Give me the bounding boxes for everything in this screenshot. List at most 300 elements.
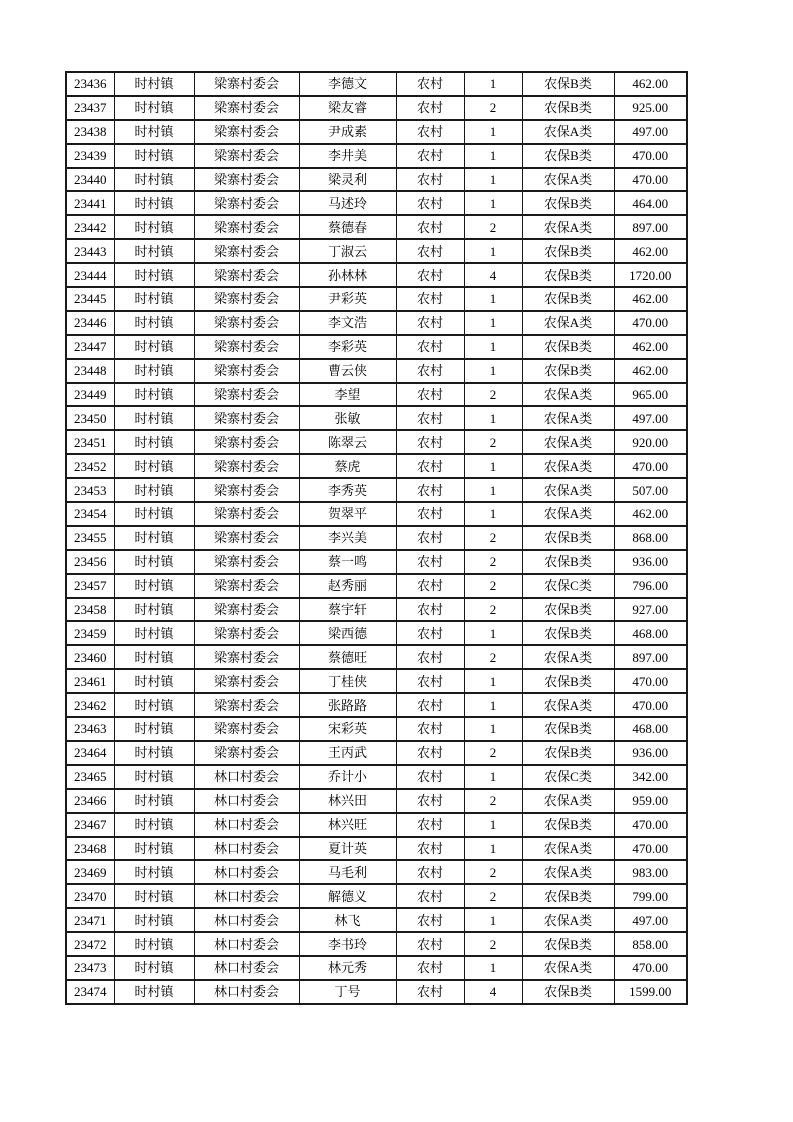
table-row [66, 168, 687, 192]
village-committee: 梁寨村委会 [194, 168, 299, 192]
person-count: 1 [464, 908, 522, 932]
residence-type: 农村 [396, 311, 464, 335]
table-row [66, 765, 687, 789]
person-count: 2 [464, 884, 522, 908]
table-row [66, 478, 687, 502]
insurance-category: 农保A类 [522, 454, 614, 478]
village-committee: 林口村委会 [194, 932, 299, 956]
person-name: 林兴田 [299, 789, 396, 813]
insurance-category: 农保B类 [522, 550, 614, 574]
person-count: 1 [464, 669, 522, 693]
residence-type: 农村 [396, 526, 464, 550]
residence-type: 农村 [396, 120, 464, 144]
amount: 897.00 [614, 215, 687, 239]
person-name: 陈翠云 [299, 430, 396, 454]
village-committee: 梁寨村委会 [194, 287, 299, 311]
person-name: 蔡宇轩 [299, 598, 396, 622]
town: 时村镇 [114, 860, 194, 884]
village-committee: 林口村委会 [194, 789, 299, 813]
residence-type: 农村 [396, 430, 464, 454]
table-row [66, 669, 687, 693]
amount: 927.00 [614, 598, 687, 622]
village-committee: 梁寨村委会 [194, 239, 299, 263]
village-committee: 林口村委会 [194, 813, 299, 837]
table-row [66, 263, 687, 287]
amount: 936.00 [614, 550, 687, 574]
insurance-category: 农保A类 [522, 120, 614, 144]
table-row [66, 574, 687, 598]
residence-type: 农村 [396, 956, 464, 980]
person-name: 解德义 [299, 884, 396, 908]
insurance-category: 农保A类 [522, 311, 614, 335]
residence-type: 农村 [396, 932, 464, 956]
table-row [66, 741, 687, 765]
person-id: 23453 [66, 478, 114, 502]
amount: 470.00 [614, 813, 687, 837]
town: 时村镇 [114, 383, 194, 407]
person-id: 23464 [66, 741, 114, 765]
amount: 470.00 [614, 168, 687, 192]
residence-type: 农村 [396, 96, 464, 120]
insurance-category: 农保A类 [522, 168, 614, 192]
person-count: 1 [464, 191, 522, 215]
insurance-category: 农保B类 [522, 813, 614, 837]
person-id: 23471 [66, 908, 114, 932]
person-name: 梁灵利 [299, 168, 396, 192]
amount: 342.00 [614, 765, 687, 789]
village-committee: 林口村委会 [194, 884, 299, 908]
person-count: 1 [464, 287, 522, 311]
person-id: 23474 [66, 980, 114, 1004]
village-committee: 梁寨村委会 [194, 717, 299, 741]
insurance-category: 农保A类 [522, 383, 614, 407]
residence-type: 农村 [396, 502, 464, 526]
person-count: 1 [464, 120, 522, 144]
person-count: 1 [464, 478, 522, 502]
person-count: 1 [464, 359, 522, 383]
amount: 925.00 [614, 96, 687, 120]
residence-type: 农村 [396, 383, 464, 407]
person-name: 蔡德春 [299, 215, 396, 239]
person-id: 23437 [66, 96, 114, 120]
village-committee: 梁寨村委会 [194, 144, 299, 168]
amount: 796.00 [614, 574, 687, 598]
person-id: 23442 [66, 215, 114, 239]
table-row [66, 717, 687, 741]
person-count: 1 [464, 144, 522, 168]
person-id: 23466 [66, 789, 114, 813]
village-committee: 梁寨村委会 [194, 215, 299, 239]
residence-type: 农村 [396, 359, 464, 383]
person-name: 李兴美 [299, 526, 396, 550]
residence-type: 农村 [396, 908, 464, 932]
person-id: 23438 [66, 120, 114, 144]
table-row [66, 335, 687, 359]
table-row [66, 693, 687, 717]
village-committee: 林口村委会 [194, 956, 299, 980]
insurance-category: 农保A类 [522, 215, 614, 239]
person-count: 2 [464, 550, 522, 574]
village-committee: 梁寨村委会 [194, 478, 299, 502]
person-count: 1 [464, 621, 522, 645]
table-row [66, 191, 687, 215]
village-committee: 梁寨村委会 [194, 621, 299, 645]
insurance-category: 农保B类 [522, 932, 614, 956]
insurance-category: 农保B类 [522, 980, 614, 1004]
person-id: 23473 [66, 956, 114, 980]
person-name: 丁桂侠 [299, 669, 396, 693]
village-committee: 梁寨村委会 [194, 120, 299, 144]
amount: 470.00 [614, 311, 687, 335]
residence-type: 农村 [396, 860, 464, 884]
amount: 468.00 [614, 717, 687, 741]
town: 时村镇 [114, 884, 194, 908]
village-committee: 梁寨村委会 [194, 574, 299, 598]
village-committee: 梁寨村委会 [194, 72, 299, 96]
person-count: 2 [464, 430, 522, 454]
table-row [66, 789, 687, 813]
table-row [66, 621, 687, 645]
town: 时村镇 [114, 502, 194, 526]
town: 时村镇 [114, 980, 194, 1004]
person-name: 王丙武 [299, 741, 396, 765]
amount: 858.00 [614, 932, 687, 956]
person-name: 贺翠平 [299, 502, 396, 526]
residence-type: 农村 [396, 693, 464, 717]
village-committee: 梁寨村委会 [194, 359, 299, 383]
table-row [66, 502, 687, 526]
person-name: 马毛利 [299, 860, 396, 884]
amount: 497.00 [614, 406, 687, 430]
residence-type: 农村 [396, 144, 464, 168]
town: 时村镇 [114, 191, 194, 215]
residence-type: 农村 [396, 813, 464, 837]
person-id: 23456 [66, 550, 114, 574]
table-row [66, 454, 687, 478]
amount: 468.00 [614, 621, 687, 645]
town: 时村镇 [114, 478, 194, 502]
person-id: 23462 [66, 693, 114, 717]
town: 时村镇 [114, 741, 194, 765]
amount: 462.00 [614, 359, 687, 383]
amount: 464.00 [614, 191, 687, 215]
person-id: 23454 [66, 502, 114, 526]
village-committee: 梁寨村委会 [194, 693, 299, 717]
person-count: 2 [464, 215, 522, 239]
residence-type: 农村 [396, 454, 464, 478]
person-id: 23452 [66, 454, 114, 478]
person-count: 1 [464, 335, 522, 359]
town: 时村镇 [114, 359, 194, 383]
table-row [66, 980, 687, 1004]
person-name: 曹云侠 [299, 359, 396, 383]
person-id: 23439 [66, 144, 114, 168]
amount: 920.00 [614, 430, 687, 454]
insurance-category: 农保B类 [522, 263, 614, 287]
person-name: 尹彩英 [299, 287, 396, 311]
amount: 983.00 [614, 860, 687, 884]
insurance-category: 农保A类 [522, 860, 614, 884]
amount: 462.00 [614, 287, 687, 311]
person-count: 1 [464, 717, 522, 741]
village-committee: 林口村委会 [194, 860, 299, 884]
table-row [66, 932, 687, 956]
person-id: 23450 [66, 406, 114, 430]
town: 时村镇 [114, 239, 194, 263]
person-count: 2 [464, 598, 522, 622]
table-row [66, 550, 687, 574]
insurance-category: 农保A类 [522, 502, 614, 526]
village-committee: 梁寨村委会 [194, 311, 299, 335]
residence-type: 农村 [396, 669, 464, 693]
table-row [66, 956, 687, 980]
person-name: 宋彩英 [299, 717, 396, 741]
residence-type: 农村 [396, 478, 464, 502]
table-row [66, 645, 687, 669]
insurance-category: 农保B类 [522, 741, 614, 765]
amount: 470.00 [614, 669, 687, 693]
person-name: 李望 [299, 383, 396, 407]
person-name: 梁友睿 [299, 96, 396, 120]
person-id: 23457 [66, 574, 114, 598]
village-committee: 梁寨村委会 [194, 335, 299, 359]
person-count: 1 [464, 239, 522, 263]
insurance-category: 农保B类 [522, 239, 614, 263]
town: 时村镇 [114, 645, 194, 669]
table-row [66, 406, 687, 430]
person-name: 李德文 [299, 72, 396, 96]
person-id: 23465 [66, 765, 114, 789]
residence-type: 农村 [396, 239, 464, 263]
table-row [66, 120, 687, 144]
amount: 462.00 [614, 502, 687, 526]
table-row [66, 430, 687, 454]
person-count: 1 [464, 837, 522, 861]
amount: 799.00 [614, 884, 687, 908]
amount: 497.00 [614, 908, 687, 932]
insurance-category: 农保A类 [522, 430, 614, 454]
insurance-category: 农保B类 [522, 72, 614, 96]
town: 时村镇 [114, 335, 194, 359]
person-id: 23463 [66, 717, 114, 741]
insurance-category: 农保B类 [522, 669, 614, 693]
town: 时村镇 [114, 454, 194, 478]
insurance-category: 农保B类 [522, 96, 614, 120]
amount: 470.00 [614, 144, 687, 168]
person-count: 2 [464, 383, 522, 407]
person-id: 23440 [66, 168, 114, 192]
person-count: 2 [464, 96, 522, 120]
person-name: 林飞 [299, 908, 396, 932]
village-committee: 梁寨村委会 [194, 741, 299, 765]
amount: 959.00 [614, 789, 687, 813]
person-count: 1 [464, 813, 522, 837]
person-name: 张路路 [299, 693, 396, 717]
village-committee: 林口村委会 [194, 765, 299, 789]
person-count: 1 [464, 454, 522, 478]
table-row [66, 287, 687, 311]
person-count: 2 [464, 789, 522, 813]
person-name: 丁淑云 [299, 239, 396, 263]
person-id: 23449 [66, 383, 114, 407]
person-name: 丁号 [299, 980, 396, 1004]
table-row [66, 311, 687, 335]
town: 时村镇 [114, 526, 194, 550]
insurance-category: 农保B类 [522, 287, 614, 311]
person-id: 23467 [66, 813, 114, 837]
amount: 1599.00 [614, 980, 687, 1004]
residence-type: 农村 [396, 406, 464, 430]
town: 时村镇 [114, 311, 194, 335]
person-id: 23436 [66, 72, 114, 96]
insurance-category: 农保C类 [522, 574, 614, 598]
amount: 965.00 [614, 383, 687, 407]
person-id: 23461 [66, 669, 114, 693]
insurance-category: 农保A类 [522, 478, 614, 502]
town: 时村镇 [114, 813, 194, 837]
amount: 470.00 [614, 454, 687, 478]
person-id: 23444 [66, 263, 114, 287]
village-committee: 林口村委会 [194, 908, 299, 932]
village-committee: 林口村委会 [194, 980, 299, 1004]
town: 时村镇 [114, 144, 194, 168]
town: 时村镇 [114, 574, 194, 598]
residence-type: 农村 [396, 789, 464, 813]
table-body [66, 72, 687, 1004]
amount: 868.00 [614, 526, 687, 550]
person-count: 2 [464, 932, 522, 956]
residence-type: 农村 [396, 191, 464, 215]
village-committee: 梁寨村委会 [194, 526, 299, 550]
person-id: 23458 [66, 598, 114, 622]
records-table [65, 71, 688, 1005]
village-committee: 梁寨村委会 [194, 96, 299, 120]
person-name: 张敏 [299, 406, 396, 430]
table-row [66, 526, 687, 550]
town: 时村镇 [114, 621, 194, 645]
amount: 470.00 [614, 693, 687, 717]
person-id: 23455 [66, 526, 114, 550]
person-id: 23441 [66, 191, 114, 215]
insurance-category: 农保B类 [522, 884, 614, 908]
residence-type: 农村 [396, 645, 464, 669]
town: 时村镇 [114, 669, 194, 693]
table-row [66, 908, 687, 932]
amount: 507.00 [614, 478, 687, 502]
table-row [66, 239, 687, 263]
person-name: 蔡虎 [299, 454, 396, 478]
person-count: 2 [464, 741, 522, 765]
person-name: 李秀英 [299, 478, 396, 502]
person-count: 1 [464, 168, 522, 192]
insurance-category: 农保A类 [522, 908, 614, 932]
table-row [66, 884, 687, 908]
village-committee: 梁寨村委会 [194, 454, 299, 478]
insurance-category: 农保A类 [522, 693, 614, 717]
table-row [66, 72, 687, 96]
town: 时村镇 [114, 956, 194, 980]
insurance-category: 农保A类 [522, 645, 614, 669]
insurance-category: 农保B类 [522, 598, 614, 622]
town: 时村镇 [114, 765, 194, 789]
residence-type: 农村 [396, 72, 464, 96]
village-committee: 梁寨村委会 [194, 550, 299, 574]
residence-type: 农村 [396, 621, 464, 645]
person-name: 梁西德 [299, 621, 396, 645]
residence-type: 农村 [396, 168, 464, 192]
person-id: 23472 [66, 932, 114, 956]
town: 时村镇 [114, 717, 194, 741]
town: 时村镇 [114, 430, 194, 454]
person-id: 23451 [66, 430, 114, 454]
village-committee: 林口村委会 [194, 837, 299, 861]
person-name: 马述玲 [299, 191, 396, 215]
insurance-category: 农保A类 [522, 837, 614, 861]
person-name: 孙林林 [299, 263, 396, 287]
person-name: 赵秀丽 [299, 574, 396, 598]
person-id: 23470 [66, 884, 114, 908]
amount: 936.00 [614, 741, 687, 765]
person-count: 1 [464, 502, 522, 526]
town: 时村镇 [114, 168, 194, 192]
person-name: 尹成素 [299, 120, 396, 144]
town: 时村镇 [114, 837, 194, 861]
person-name: 李井美 [299, 144, 396, 168]
person-name: 蔡一鸣 [299, 550, 396, 574]
amount: 462.00 [614, 72, 687, 96]
person-name: 李书玲 [299, 932, 396, 956]
amount: 470.00 [614, 837, 687, 861]
person-count: 1 [464, 406, 522, 430]
insurance-category: 农保A类 [522, 789, 614, 813]
person-name: 李文浩 [299, 311, 396, 335]
person-count: 2 [464, 645, 522, 669]
insurance-category: 农保B类 [522, 359, 614, 383]
table-row [66, 144, 687, 168]
village-committee: 梁寨村委会 [194, 598, 299, 622]
person-count: 2 [464, 860, 522, 884]
insurance-category: 农保B类 [522, 191, 614, 215]
amount: 462.00 [614, 335, 687, 359]
person-id: 23445 [66, 287, 114, 311]
village-committee: 梁寨村委会 [194, 191, 299, 215]
table-row [66, 860, 687, 884]
insurance-category: 农保B类 [522, 144, 614, 168]
person-name: 夏计英 [299, 837, 396, 861]
residence-type: 农村 [396, 287, 464, 311]
table-row [66, 813, 687, 837]
table-row [66, 359, 687, 383]
residence-type: 农村 [396, 598, 464, 622]
residence-type: 农村 [396, 741, 464, 765]
table-row [66, 215, 687, 239]
village-committee: 梁寨村委会 [194, 502, 299, 526]
residence-type: 农村 [396, 263, 464, 287]
person-count: 1 [464, 72, 522, 96]
insurance-category: 农保A类 [522, 406, 614, 430]
village-committee: 梁寨村委会 [194, 263, 299, 287]
residence-type: 农村 [396, 574, 464, 598]
village-committee: 梁寨村委会 [194, 645, 299, 669]
amount: 462.00 [614, 239, 687, 263]
residence-type: 农村 [396, 550, 464, 574]
village-committee: 梁寨村委会 [194, 669, 299, 693]
amount: 1720.00 [614, 263, 687, 287]
person-id: 23468 [66, 837, 114, 861]
town: 时村镇 [114, 932, 194, 956]
village-committee: 梁寨村委会 [194, 430, 299, 454]
person-id: 23459 [66, 621, 114, 645]
